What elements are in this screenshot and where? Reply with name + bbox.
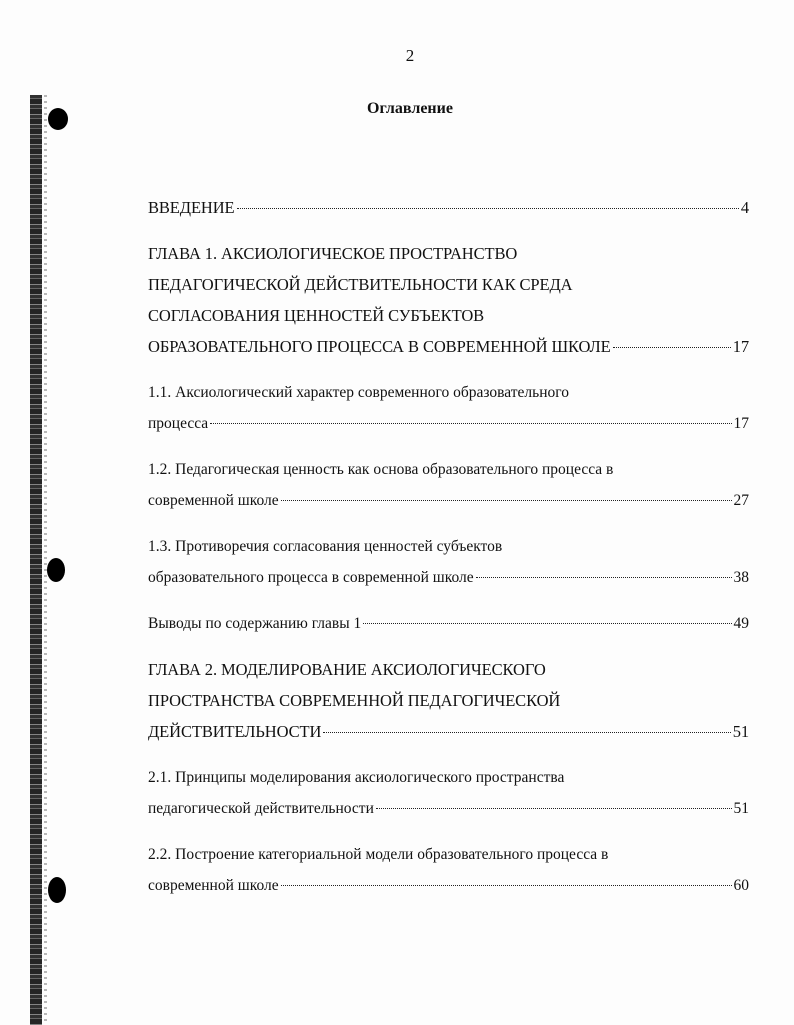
- toc-entry-line: 1.3. Противоречия согласования ценностей субъектов: [148, 538, 503, 555]
- punch-hole: [48, 877, 66, 903]
- toc-entry-line: ГЛАВА 2. МОДЕЛИРОВАНИЕ АКСИОЛОГИЧЕСКОГО: [148, 660, 546, 679]
- table-of-contents: [148, 192, 749, 901]
- toc-entry-section-1-1: [148, 377, 749, 439]
- binding-edge: [30, 95, 42, 1025]
- toc-entry-page: 4: [740, 198, 749, 217]
- punch-hole: [47, 558, 65, 582]
- toc-entry-last-line: [148, 331, 749, 362]
- toc-entry-section-1-2: [148, 454, 749, 516]
- toc-entry-last-line: [148, 608, 749, 639]
- toc-entry-page: 27: [733, 492, 749, 509]
- dot-leader: [376, 808, 732, 809]
- toc-entry-last-line: [148, 192, 749, 223]
- dot-leader: [323, 732, 730, 733]
- toc-entry-line: ГЛАВА 1. АКСИОЛОГИЧЕСКОЕ ПРОСТРАНСТВО: [148, 244, 518, 263]
- toc-entry-page: 17: [732, 337, 749, 356]
- dot-leader: [281, 885, 732, 886]
- toc-entry-text: современной школе: [148, 877, 279, 894]
- toc-entry-text: образовательного процесса в современной школе: [148, 569, 474, 586]
- toc-entry-line: 2.1. Принципы моделирования аксиологического пространства: [148, 769, 565, 786]
- dot-leader: [281, 500, 732, 501]
- dot-leader: [237, 208, 739, 209]
- dot-leader: [210, 423, 731, 424]
- binding-edge-shadow: [44, 95, 47, 1025]
- dot-leader: [363, 623, 731, 624]
- toc-entry-page: 49: [733, 615, 749, 632]
- toc-entry-line: ПРОСТРАНСТВА СОВРЕМЕННОЙ ПЕДАГОГИЧЕСКОЙ: [148, 691, 561, 710]
- toc-entry-chapter-1: [148, 238, 749, 362]
- toc-entry-text: педагогической действительности: [148, 800, 374, 817]
- toc-entry-page: 51: [733, 800, 749, 817]
- toc-entry-text: ДЕЙСТВИТЕЛЬНОСТИ: [148, 722, 322, 741]
- dot-leader: [613, 347, 731, 348]
- toc-entry-text: Выводы по содержанию главы 1: [148, 615, 362, 632]
- toc-entry-page: 51: [732, 722, 749, 741]
- toc-entry-chapter-2: [148, 654, 749, 747]
- toc-entry-text: современной школе: [148, 492, 279, 509]
- toc-entry-line: 2.2. Построение категориальной модели образовательного процесса в: [148, 846, 609, 863]
- toc-entry-last-line: [148, 408, 749, 439]
- toc-entry-section-1-3: [148, 531, 749, 593]
- toc-entry-line: 1.2. Педагогическая ценность как основа образовательного процесса в: [148, 461, 614, 478]
- toc-entry-last-line: [148, 562, 749, 593]
- toc-entry-section-2-2: [148, 839, 749, 901]
- toc-entry-page: 38: [733, 569, 749, 586]
- toc-entry-line: ПЕДАГОГИЧЕСКОЙ ДЕЙСТВИТЕЛЬНОСТИ КАК СРЕДА: [148, 275, 573, 294]
- toc-entry-page: 60: [733, 877, 749, 894]
- toc-entry-text: ОБРАЗОВАТЕЛЬНОГО ПРОЦЕССА В СОВРЕМЕННОЙ ШКОЛЕ: [148, 337, 611, 356]
- toc-entry-introduction: [148, 192, 749, 223]
- toc-title: Оглавление: [367, 100, 453, 117]
- toc-entry-line: СОГЛАСОВАНИЯ ЦЕННОСТЕЙ СУБЪЕКТОВ: [148, 306, 485, 325]
- toc-entry-line: 1.1. Аксиологический характер современного образовательного: [148, 384, 569, 401]
- toc-entry-last-line: [148, 870, 749, 901]
- dot-leader: [476, 577, 732, 578]
- toc-entry-text: процесса: [148, 415, 209, 432]
- toc-entry-last-line: [148, 793, 749, 824]
- toc-entry-last-line: [148, 485, 749, 516]
- toc-entry-section-2-1: [148, 762, 749, 824]
- toc-entry-text: ВВЕДЕНИЕ: [148, 198, 235, 217]
- toc-entry-last-line: [148, 716, 749, 747]
- toc-entry-page: 17: [733, 415, 749, 432]
- page-number: 2: [405, 46, 415, 65]
- toc-entry-conclusions-1: [148, 608, 749, 639]
